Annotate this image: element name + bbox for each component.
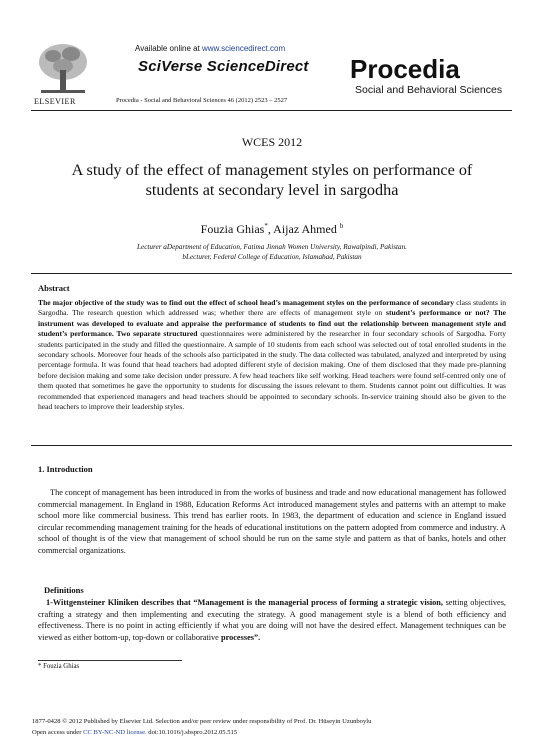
affiliation-1: Lecturer aDepartment of Education, Fatima Jinnah Women University, Rawalpindi, Pakistan. [137, 243, 407, 251]
sciverse-logo: SciVerse ScienceDirect [138, 58, 309, 75]
abstract-top-rule [31, 273, 512, 274]
abstract-text-1: class students in Sargodha. The research question which addressed was; whether there are effects of management style on [38, 298, 506, 318]
author-2: Aijaz Ahmed [273, 222, 337, 236]
definitions-text: setting objectives, crafting a strategy and then implementing and executing the strategy. A good management style is a blend of both efficiency and effectiveness. There is no point in acting efficiently if what you are doing will not have the desired effect. Management techniques can be viewed as either bottom-up, top-down or collaborative [38, 598, 507, 642]
license-link[interactable]: CC BY-NC-ND license. [83, 729, 147, 736]
introduction-paragraph: The concept of management has been introduced in from the works of business and trade and now educational management has followed commercial management. In England in 1988, Education Reforms Act introduced management styles and patterns with an attempt to make school more like commercial business. This trend has earlier roots. In 1983, the department of education and science in England issued circular recommending management training for the heads of educational institutions on the pattern adopted from commerce and industry. A school of thought is of the view that management of school should be run on the same style and pattern as that of banks, hotels and other commercial organizations. [38, 488, 506, 555]
introduction-heading: 1. Introduction [38, 464, 93, 474]
sciencedirect-link[interactable]: www.sciencedirect.com [202, 44, 286, 53]
footnote: * Fouzia Ghias [38, 663, 80, 670]
paper-title: A study of the effect of management styles on performance of students at secondary level in sargodha [71, 161, 473, 199]
abstract-text [38, 298, 506, 412]
license-line [32, 729, 237, 736]
affiliation-2: bLecturer, Federal College of Education, Islamabad, Pakistan [182, 253, 362, 261]
definitions-bold: 1-Wittgensteiner Kliniken describes that “Management is the managerial process of forming a strategic vision, [46, 598, 443, 607]
definitions-paragraph [38, 597, 506, 643]
author-1-mark: * [264, 222, 268, 230]
elsevier-tree-icon [31, 40, 95, 98]
procedia-logo-title: Procedia [350, 54, 460, 84]
author-separator: , [267, 222, 274, 236]
abstract-bottom-rule [31, 445, 512, 446]
availability-line [135, 44, 285, 53]
journal-citation: Procedia - Social and Behavioral Sciences 46 (2012) 2523 – 2527 [116, 97, 288, 104]
copyright-line: 1877-0428 © 2012 Published by Elsevier Ltd. Selection and/or peer review under responsibility of Prof. Dr. Hüseyin Uzunboylu [32, 718, 372, 725]
author-1: Fouzia Ghias [200, 222, 265, 236]
doi-text: doi:10.1016/j.sbspro.2012.05.515 [146, 729, 238, 736]
available-prefix: Available online at [135, 44, 200, 53]
abstract-bold-1: The major objective of the study was to find out the effect of school head’s management styles on the performance of secondary [38, 298, 455, 307]
abstract-bold-2: student’s performance or not? The instrument was developed to evaluate and appraise the performance of students to find out the relationship between management style and student’s performance. Two separate structured [38, 308, 506, 339]
author-2-mark: b [339, 222, 344, 230]
definitions-bold-end: processes”. [220, 632, 261, 642]
license-prefix: Open access under [32, 729, 84, 736]
procedia-logo-subtitle: Social and Behavioral Sciences [355, 84, 503, 96]
abstract-text-2: questionnaires were administered by the researcher in four secondary schools of Sargodha. Forty students participated in the study and filled the questionnaire. A sample of 10 students from each school was selected out of total enrolled students in the secondary schools. Moreover four heads of the schools also participated in the study. The data collected was tabulated, analyzed and interpreted by using percentage formula. It was found that head teachers had adopted different style of decision making. One of them disclosed that they made pre-planning before decision making and some take decision under pressure. A few head teachers like self working. Head teachers were found self-centred only one of them quoted that sometimes he gave the opportunity to students for discussing the issues relevant to them. Students cannot point out difficulties. It was recommended that experienced managers and head teachers should be appointed to secondary schools. In-service training should also be given to the head teachers to improve their leadership styles. [38, 329, 506, 412]
header-rule [31, 110, 512, 111]
conference-name: WCES 2012 [241, 135, 303, 149]
abstract-heading: Abstract [38, 283, 70, 293]
footnote-rule [38, 660, 182, 661]
elsevier-wordmark: ELSEVIER [34, 97, 76, 106]
definitions-heading: Definitions [44, 585, 84, 595]
author-list [0, 222, 544, 237]
